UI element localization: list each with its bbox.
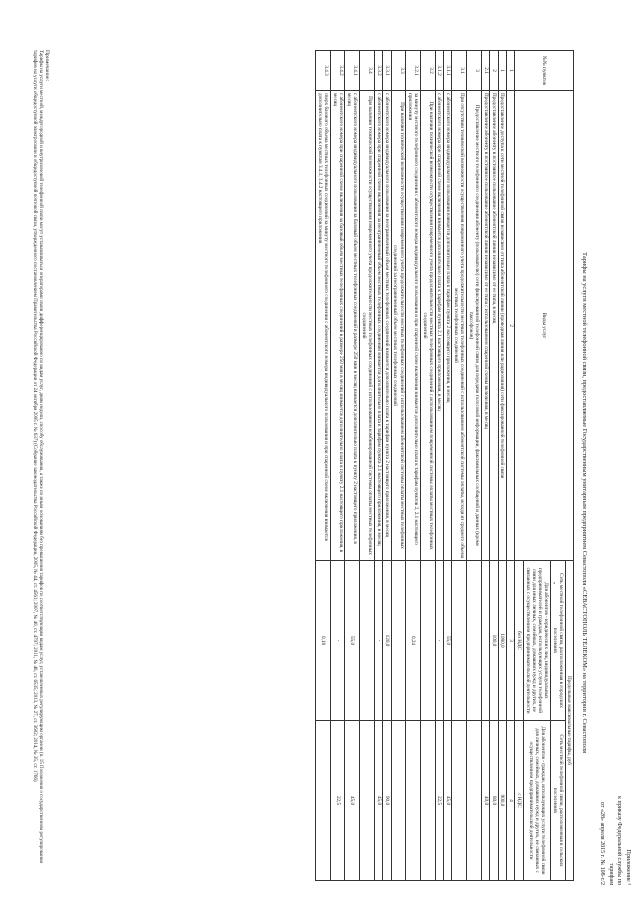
table-row (435, 51, 443, 881)
row-value-col3: - (374, 561, 382, 721)
row-description: с абонентского номера индивидуального пользования за неограниченный объем местных телефонных соединений взимается дополнительно плата к тарифам пункта 2 настоящего приложения, в месяц (383, 91, 391, 561)
row-description: с абонентского номера индивидуального пользования взимается дополнительно плата к тарифам пункта 2 настоящего приложения, в месяц (443, 91, 451, 561)
row-number: 3.4 (360, 51, 375, 91)
table-row (498, 51, 506, 881)
row-description: с абонентского номера индивидуального пользования за базовый объем местных телефонных соединений в размере 250 мин в месяц взимается дополнительно плата к пункту 2 настоящего приложения, в месяц (345, 91, 360, 561)
row-number: 3.1 (452, 51, 467, 91)
row-number: 3.4.2 (330, 51, 345, 91)
row-description: за минуту местного телефонного соединения с абонентского номера индивидуального пользования и при спаренной схеме включения взимается дополнительно плата к тарифам пунктов 2, 2.1 настоящего приложения (406, 91, 421, 561)
row-value-col4: 80,0 (490, 721, 498, 881)
col-header-service: Виды услуг (515, 91, 574, 561)
table-row (391, 51, 406, 881)
col-header-num: №№ пунктов (515, 51, 574, 91)
row-value-col3: - (435, 561, 443, 721)
col-header-net1: Сеть местной телефонной связи, расположенная в городских поселениях (550, 561, 565, 721)
row-value-col4: 900,0 (498, 721, 506, 881)
notes-heading: Примечание: (44, 50, 50, 82)
row-number: 3.4.1 (345, 51, 360, 91)
table-row (481, 51, 489, 881)
row-description: с абонентского номера при спаренной схеме включения за базовый объем местных телефонных соединений в размере 250 мин в месяц взимается дополнительно плата к пункту 2.1 настоящего приложения, в месяц (330, 91, 345, 561)
row-value-col4: 45,0 (345, 721, 360, 881)
col-header-citizens: Для абонентов - граждан, использующих услуги телефонной связи для личных, семейных, домашних нужд и других, не связанных с осуществлением предпринимательской деятельности (523, 721, 550, 881)
col-index-1: 1 (506, 51, 514, 91)
row-value-col3 (420, 561, 435, 721)
table-row (345, 51, 360, 881)
table-row (330, 51, 345, 881)
row-value-col4: 22,5 (330, 721, 345, 881)
row-value-col3: - (330, 561, 345, 721)
approval-line: к приказу Федеральной службы по (616, 796, 623, 885)
table-row (383, 51, 391, 881)
approval-line: тарифам (607, 863, 614, 885)
document-title: Тарифы на услуги местной телефонной связи, предоставляемые Государственным унитарным предприятием Севастополя «СЕВАСТОПОЛЬ ТЕЛЕКОМ» на территории г. Севастополя (581, 252, 588, 753)
row-value-col3: 0,24 (406, 561, 421, 721)
row-value-col4 (467, 721, 482, 881)
col-index-3: 3 (506, 561, 514, 721)
row-number: 3.4.3 (316, 51, 331, 91)
row-description: Предоставление доступа к сети местной телефонной связи независимо от типа абонентской линии (проводная линия или радиолиния) сети фиксированной телефонной связи (498, 91, 506, 561)
row-value-col3 (452, 561, 467, 721)
row-description: Предоставление местного телефонного соединения абоненту (пользователю) сети фиксированной телефонной связи для передачи голосовой информации, факсимильных сообщений и данных (кроме таксофонов) (467, 91, 482, 561)
row-number: 3.3 (391, 51, 406, 91)
row-number: 3 (467, 51, 482, 91)
row-value-col4 (316, 721, 331, 881)
row-description: с абонентского номера при спаренной схеме включения за неограниченный объем местных телефонных соединений взимается дополнительно плата к тарифам пункта 2.1 настоящего приложения, в месяц (374, 91, 382, 561)
row-value-col3: 55,0 (345, 561, 360, 721)
tariff-table (315, 50, 574, 881)
row-value-col3: 100,0 (490, 561, 498, 721)
row-description: При наличии технической возможности осуществления повременного учета продолжительности местных телефонных соединений с использованием повременной системы оплаты местных телефонных соединений (420, 91, 435, 561)
row-number: 3.1.2 (435, 51, 443, 91)
col-header-no-vat: без НДС (515, 561, 523, 721)
col-header-with-vat: с НДС (515, 721, 523, 881)
row-value-col4: 40,0 (481, 721, 489, 881)
table-row (443, 51, 451, 881)
approval-line: от «28» апреля 2015 г. № 108-с/2 (598, 801, 605, 885)
row-value-col3: 120,0 (383, 561, 391, 721)
row-number: 2.1 (481, 51, 489, 91)
row-value-col3 (467, 561, 482, 721)
col-index-2: 2 (506, 91, 514, 561)
row-value-col4 (406, 721, 421, 881)
row-number: 1 (498, 51, 506, 91)
table-row (490, 51, 498, 881)
col-header-net2: Сеть местной телефонной связи, расположенная в сельских поселениях (550, 721, 565, 881)
table-row (452, 51, 467, 881)
row-number: 3.1.1 (443, 51, 451, 91)
row-number: 3.2 (420, 51, 435, 91)
col-header-legal: Для абонентов - юридических лиц, индивидуальных предпринимателей и граждан, использующих услуги телефонной связи для иных личных, семейных, домашних нужд и других, не связанных с осуществлением предпринимательской деятельности (523, 561, 550, 721)
row-value-col3: 0,18 (316, 561, 331, 721)
row-value-col4 (420, 721, 435, 881)
table-row (406, 51, 421, 881)
col-index-4: 4 (506, 721, 514, 881)
row-value-col4: 45,0 (443, 721, 451, 881)
row-value-col4: 22,5 (435, 721, 443, 881)
table-row (374, 51, 382, 881)
table-row (467, 51, 482, 881)
table-row (316, 51, 331, 881)
table-row (420, 51, 435, 881)
col-header-max-tariffs: Предельные максимальные тарифы, руб (565, 561, 573, 881)
row-value-col4 (360, 721, 375, 881)
row-number: 2 (490, 51, 498, 91)
row-description: сверх базового объема местных телефонных соединений за минуту местного телефонного соединения с абонентского номера индивидуального пользования и при спаренной схеме включения взимается дополнительно плата к пунктам 3.4.1, 3.4.2 настоящего приложения (316, 91, 331, 561)
row-description: При отсутствии технической возможности осуществления повременного учета продолжительности местных телефонных соединений с использованием абонентской системы оплаты, исходя из среднего объема местных телефонных соединений (452, 91, 467, 561)
row-value-col3: 55,0 (443, 561, 451, 721)
row-value-col4 (391, 721, 406, 881)
row-value-col4 (452, 721, 467, 881)
row-value-col3 (391, 561, 406, 721)
row-value-col3 (360, 561, 375, 721)
row-description: Предоставление абоненту в постоянное пользование абонентской линии независимо от ее типа, в месяц (490, 91, 498, 561)
row-value-col3: 1080,0 (498, 561, 506, 721)
table-row (360, 51, 375, 881)
approval-line: Приложение ¹ (625, 849, 631, 885)
notes-text: Тарифы на услуги местной, междугородной и внутризоновой телефонной связи могут устанавливаться операторами связи дифференцированно по видам услуг, дням недели, способу обслуживания, а также по иным основаниям без превышения тарифов по соответствующим видам услуг, установленных регулирующим органом (п. 15 Положения о государственном регулировании тарифов на услуги общедоступной электросвязи и общедоступной почтовой связи, утвержденного постановлением Правительства Российской Федерации от 24 октября 2005 г. № 637) (Собрание законодательства Российской Федерации, 2005, № 44, ст. 4561; 2007, № 40, ст. 4797; 2011, № 46, ст. 6535; 2013, № 27, ст. 3602; 2014, № 35, ст. 1766) (31, 50, 44, 864)
row-value-col4: 45,0 (374, 721, 382, 881)
margin-mark: • (550, 582, 556, 585)
approval-block (597, 695, 632, 885)
row-number: 3.3.2 (374, 51, 382, 91)
row-value-col3 (481, 561, 489, 721)
row-value-col4: 90,0 (383, 721, 391, 881)
tariff-table-body (316, 51, 507, 881)
row-number: 3.3.1 (383, 51, 391, 91)
row-description: Предоставление абоненту в постоянное пользование абонентской линии независимо от ее типа с использованием спаренной схемы включения, в месяц (481, 91, 489, 561)
row-description: с абонентского номера при спаренной схеме включения взимается дополнительно плата к тарифам пункта 2.1 настоящего приложения, в месяц (435, 91, 443, 561)
row-description: При наличии технической возможности осуществления повременного учета продолжительности местных телефонных соединений с использованием абонентской системы оплаты местных телефонных соединений за неограниченный объем местных телефонных соединений (391, 91, 406, 561)
row-number: 3.2.1 (406, 51, 421, 91)
notes-block (31, 50, 50, 880)
row-description: При наличии технической возможности осуществления повременного учета продолжительности местных телефонных соединений с использованием комбинированной системы оплаты местных телефонных соединений (360, 91, 375, 561)
